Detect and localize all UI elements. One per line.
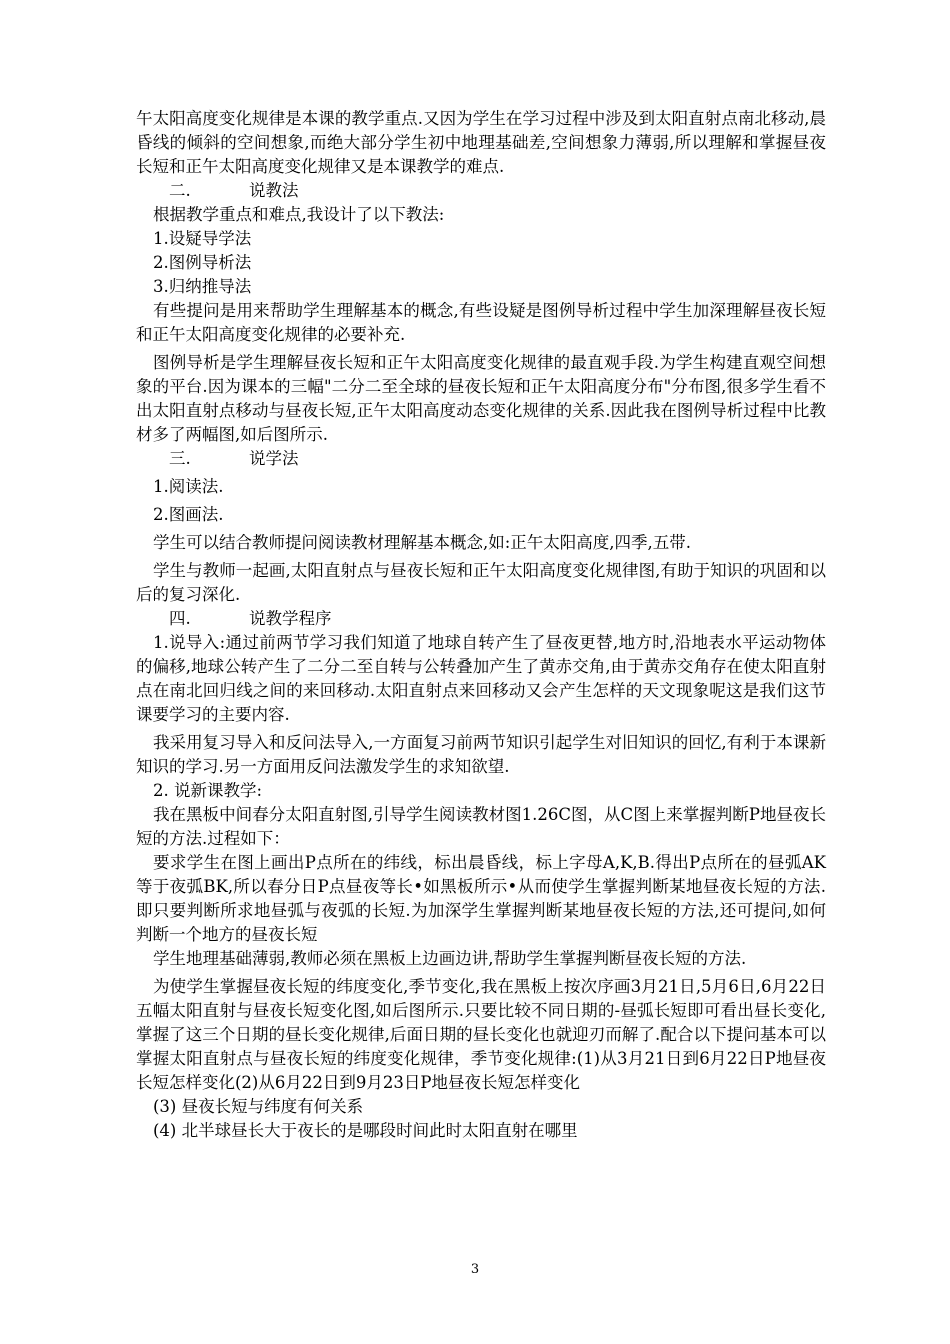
list-item: 1.阅读法. bbox=[153, 477, 224, 496]
paragraph-weak-basis: 学生地理基础薄弱,教师必须在黑板上边画边讲,帮助学生掌握判断昼夜长短的方法. bbox=[153, 949, 747, 968]
list-item: 3.归纳推导法 bbox=[153, 277, 252, 296]
section-heading-procedure bbox=[136, 607, 826, 631]
list-item: 2.图例导析法 bbox=[153, 253, 252, 272]
section-number: 三. bbox=[169, 449, 191, 468]
paragraph-drawing: 学生与教师一起画,太阳直射点与昼夜长短和正午太阳高度变化规律图,有助于知识的巩固和以后的复习深化. bbox=[136, 561, 826, 604]
paragraph-board: 我在黑板中间春分太阳直射图,引导学生阅读教材图1.26C图，从C图上来掌握判断P地昼夜长短的方法.过程如下： bbox=[136, 805, 826, 848]
section-number: 四. bbox=[169, 609, 191, 628]
paragraph-require: 要求学生在图上画出P点所在的纬线，标出晨昏线，标上字母A,K,B.得出P点所在的昼弧AK等于夜弧BK,所以春分日P点昼夜等长•如黑板所示•从而使学生掌握判断某地昼夜长短的方法.即只要判断所求地昼弧与夜弧的长短.为加深学生掌握判断某地昼夜长短的方法,还可提问,如何判断一个地方的昼夜长短 bbox=[136, 853, 826, 944]
paragraph-methods-intro: 根据教学重点和难点,我设计了以下教法: bbox=[153, 205, 445, 224]
section-title: 说教法 bbox=[249, 181, 299, 200]
paragraph-latitude: 为使学生掌握昼夜长短的纬度变化,季节变化,我在黑板上按次序画3月21日,5月6日,6月22日五幅太阳直射与昼夜长短变化图,如后图所示.只要比较不同日期的-昼弧长短即可看出昼长变化,掌握了这三个日期的昼长变化规律,后面日期的昼长变化也就迎刃而解了.配合以下提问基本可以掌握太阳直射点与昼夜长短的纬度变化规律，季节变化规律:(1)从3月21日到6月22日P地昼夜长短怎样变化(2)从6月22日到9月23日P地昼夜长短怎样变化 bbox=[136, 977, 826, 1092]
paragraph-review: 我采用复习导入和反问法导入,一方面复习前两节知识引起学生对旧知识的回忆,有利于本课新知识的学习.另一方面用反问法激发学生的求知欲望. bbox=[136, 733, 826, 776]
paragraph-reading: 学生可以结合教师提问阅读教材理解基本概念,如:正午太阳高度,四季,五带. bbox=[153, 533, 692, 552]
subsection-heading: 2. 说新课教学: bbox=[153, 781, 263, 800]
section-title: 说教学程序 bbox=[249, 609, 332, 628]
section-title: 说学法 bbox=[249, 449, 299, 468]
paragraph-import: 1.说导入:通过前两节学习我们知道了地球自转产生了昼夜更替,地方时,沿地表水平运动物体的偏移,地球公转产生了二分二至自转与公转叠加产生了黄赤交角,由于黄赤交角存在使太阳直射点在南北回归线之间的来回移动.太阳直射点来回移动又会产生怎样的天文现象呢这是我们这节课要学习的主要内容. bbox=[136, 633, 826, 724]
paragraph-intro: 午太阳高度变化规律是本课的教学重点.又因为学生在学习过程中涉及到太阳直射点南北移动,晨昏线的倾斜的空间想象,而绝大部分学生初中地理基础差,空间想象力薄弱,所以理解和掌握昼夜长短和正午太阳高度变化规律又是本课教学的难点. bbox=[136, 109, 826, 176]
list-item: 2.图画法. bbox=[153, 505, 224, 524]
paragraph-question: 有些提问是用来帮助学生理解基本的概念,有些设疑是图例导析过程中学生加深理解昼夜长短和正午太阳高度变化规律的必要补充. bbox=[136, 301, 826, 344]
question-item: (3) 昼夜长短与纬度有何关系 bbox=[153, 1097, 364, 1116]
page-number: 3 bbox=[470, 1262, 480, 1277]
section-heading-learning-method bbox=[136, 447, 826, 471]
document-body bbox=[136, 107, 826, 1143]
section-number: 二. bbox=[169, 181, 191, 200]
paragraph-diagram: 图例导析是学生理解昼夜长短和正午太阳高度变化规律的最直观手段.为学生构建直观空间想象的平台.因为课本的三幅"二分二至全球的昼夜长短和正午太阳高度分布"分布图,很多学生看不出太阳直射点移动与昼夜长短,正午太阳高度动态变化规律的关系.因此我在图例导析过程中比教材多了两幅图,如后图所示. bbox=[136, 353, 826, 444]
section-heading-teaching-method bbox=[136, 179, 826, 203]
list-item: 1.设疑导学法 bbox=[153, 229, 252, 248]
question-item: (4) 北半球昼长大于夜长的是哪段时间此时太阳直射在哪里 bbox=[153, 1121, 578, 1140]
